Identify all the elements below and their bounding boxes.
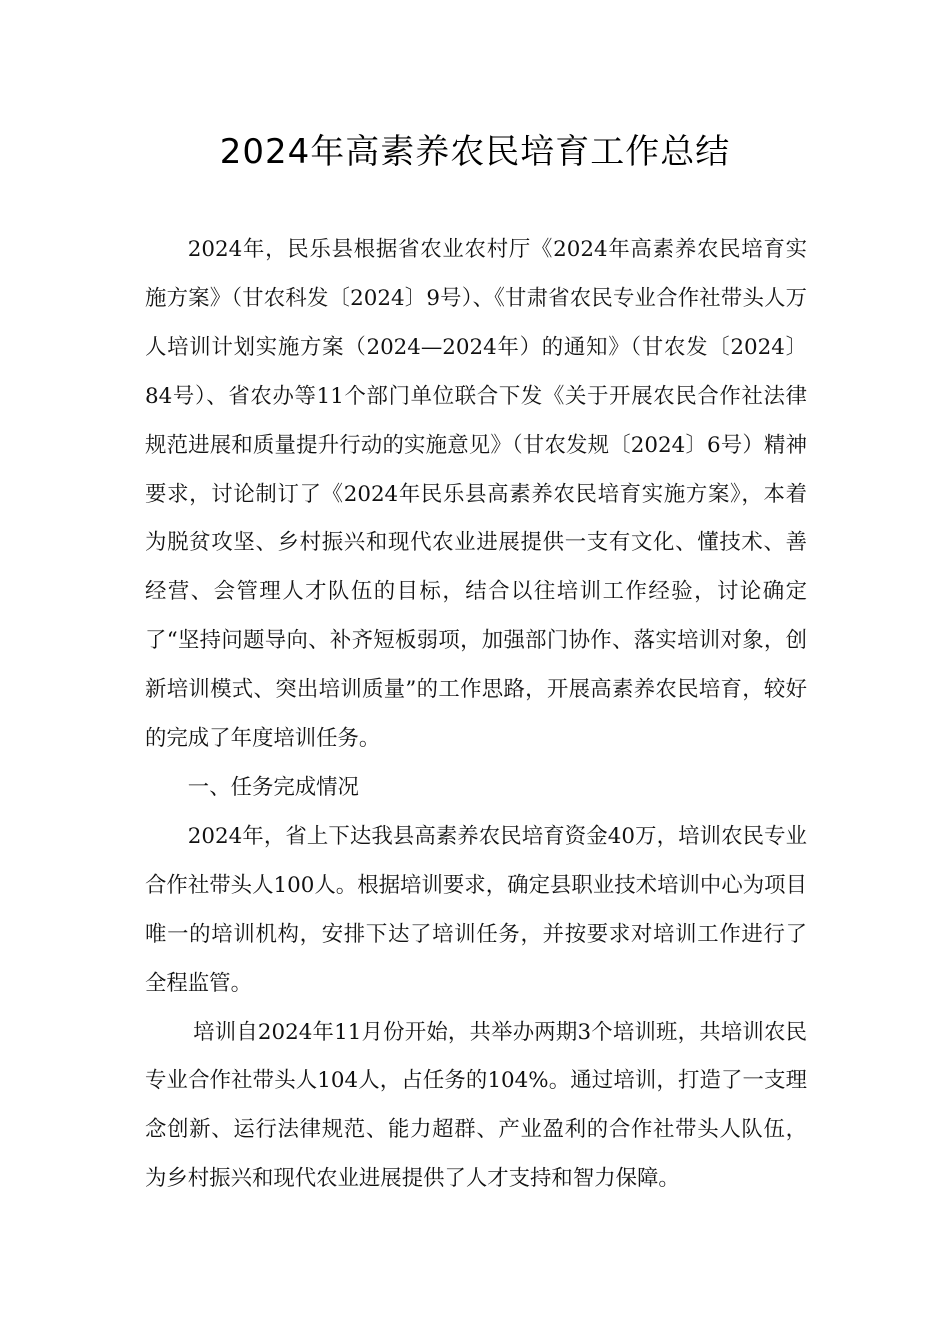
section-heading: 一、任务完成情况 (187, 774, 359, 800)
paragraph-funding: 2024年，省上下达我县高素养农民培育资金40万，培训农民专业合作社带头人100人。根据培训要求，确定县职业技术培训中心为项目唯一的培训机构，安排下达了培训任务，并按要求对培训工作进行了全程监管。 (145, 823, 807, 996)
document-body (145, 226, 807, 1204)
paragraph-intro: 2024年，民乐县根据省农业农村厅《2024年高素养农民培育实施方案》（甘农科发〔2024〕9号）、《甘肃省农民专业合作社带头人万人培训计划实施方案（2024—2024年）的通知》（甘农发〔2024〕84号）、省农办等11个部门单位联合下发《关于开展农民合作社法律规范进展和质量提升行动的实施意见》（甘农发规〔2024〕6号）精神要求，讨论制订了《2024年民乐县高素养农民培育实施方案》，本着为脱贫攻坚、乡村振兴和现代农业进展提供一支有文化、懂技术、善经营、会管理人才队伍的目标，结合以往培训工作经验，讨论确定了“坚持问题导向、补齐短板弱项，加强部门协作、落实培训对象，创新培训模式、突出培训质量”的工作思路，开展高素养农民培育，较好的完成了年度培训任务。 (145, 237, 807, 752)
document-title: 2024年高素养农民培育工作总结 (219, 132, 731, 172)
paragraph-training-results: 培训自2024年11月份开始，共举办两期3个培训班，共培训农民专业合作社带头人104人，占任务的104%。通过培训，打造了一支理念创新、运行法律规范、能力超群、产业盈利的合作社带头人队伍，为乡村振兴和现代农业进展提供了人才支持和智力保障。 (145, 1019, 807, 1192)
